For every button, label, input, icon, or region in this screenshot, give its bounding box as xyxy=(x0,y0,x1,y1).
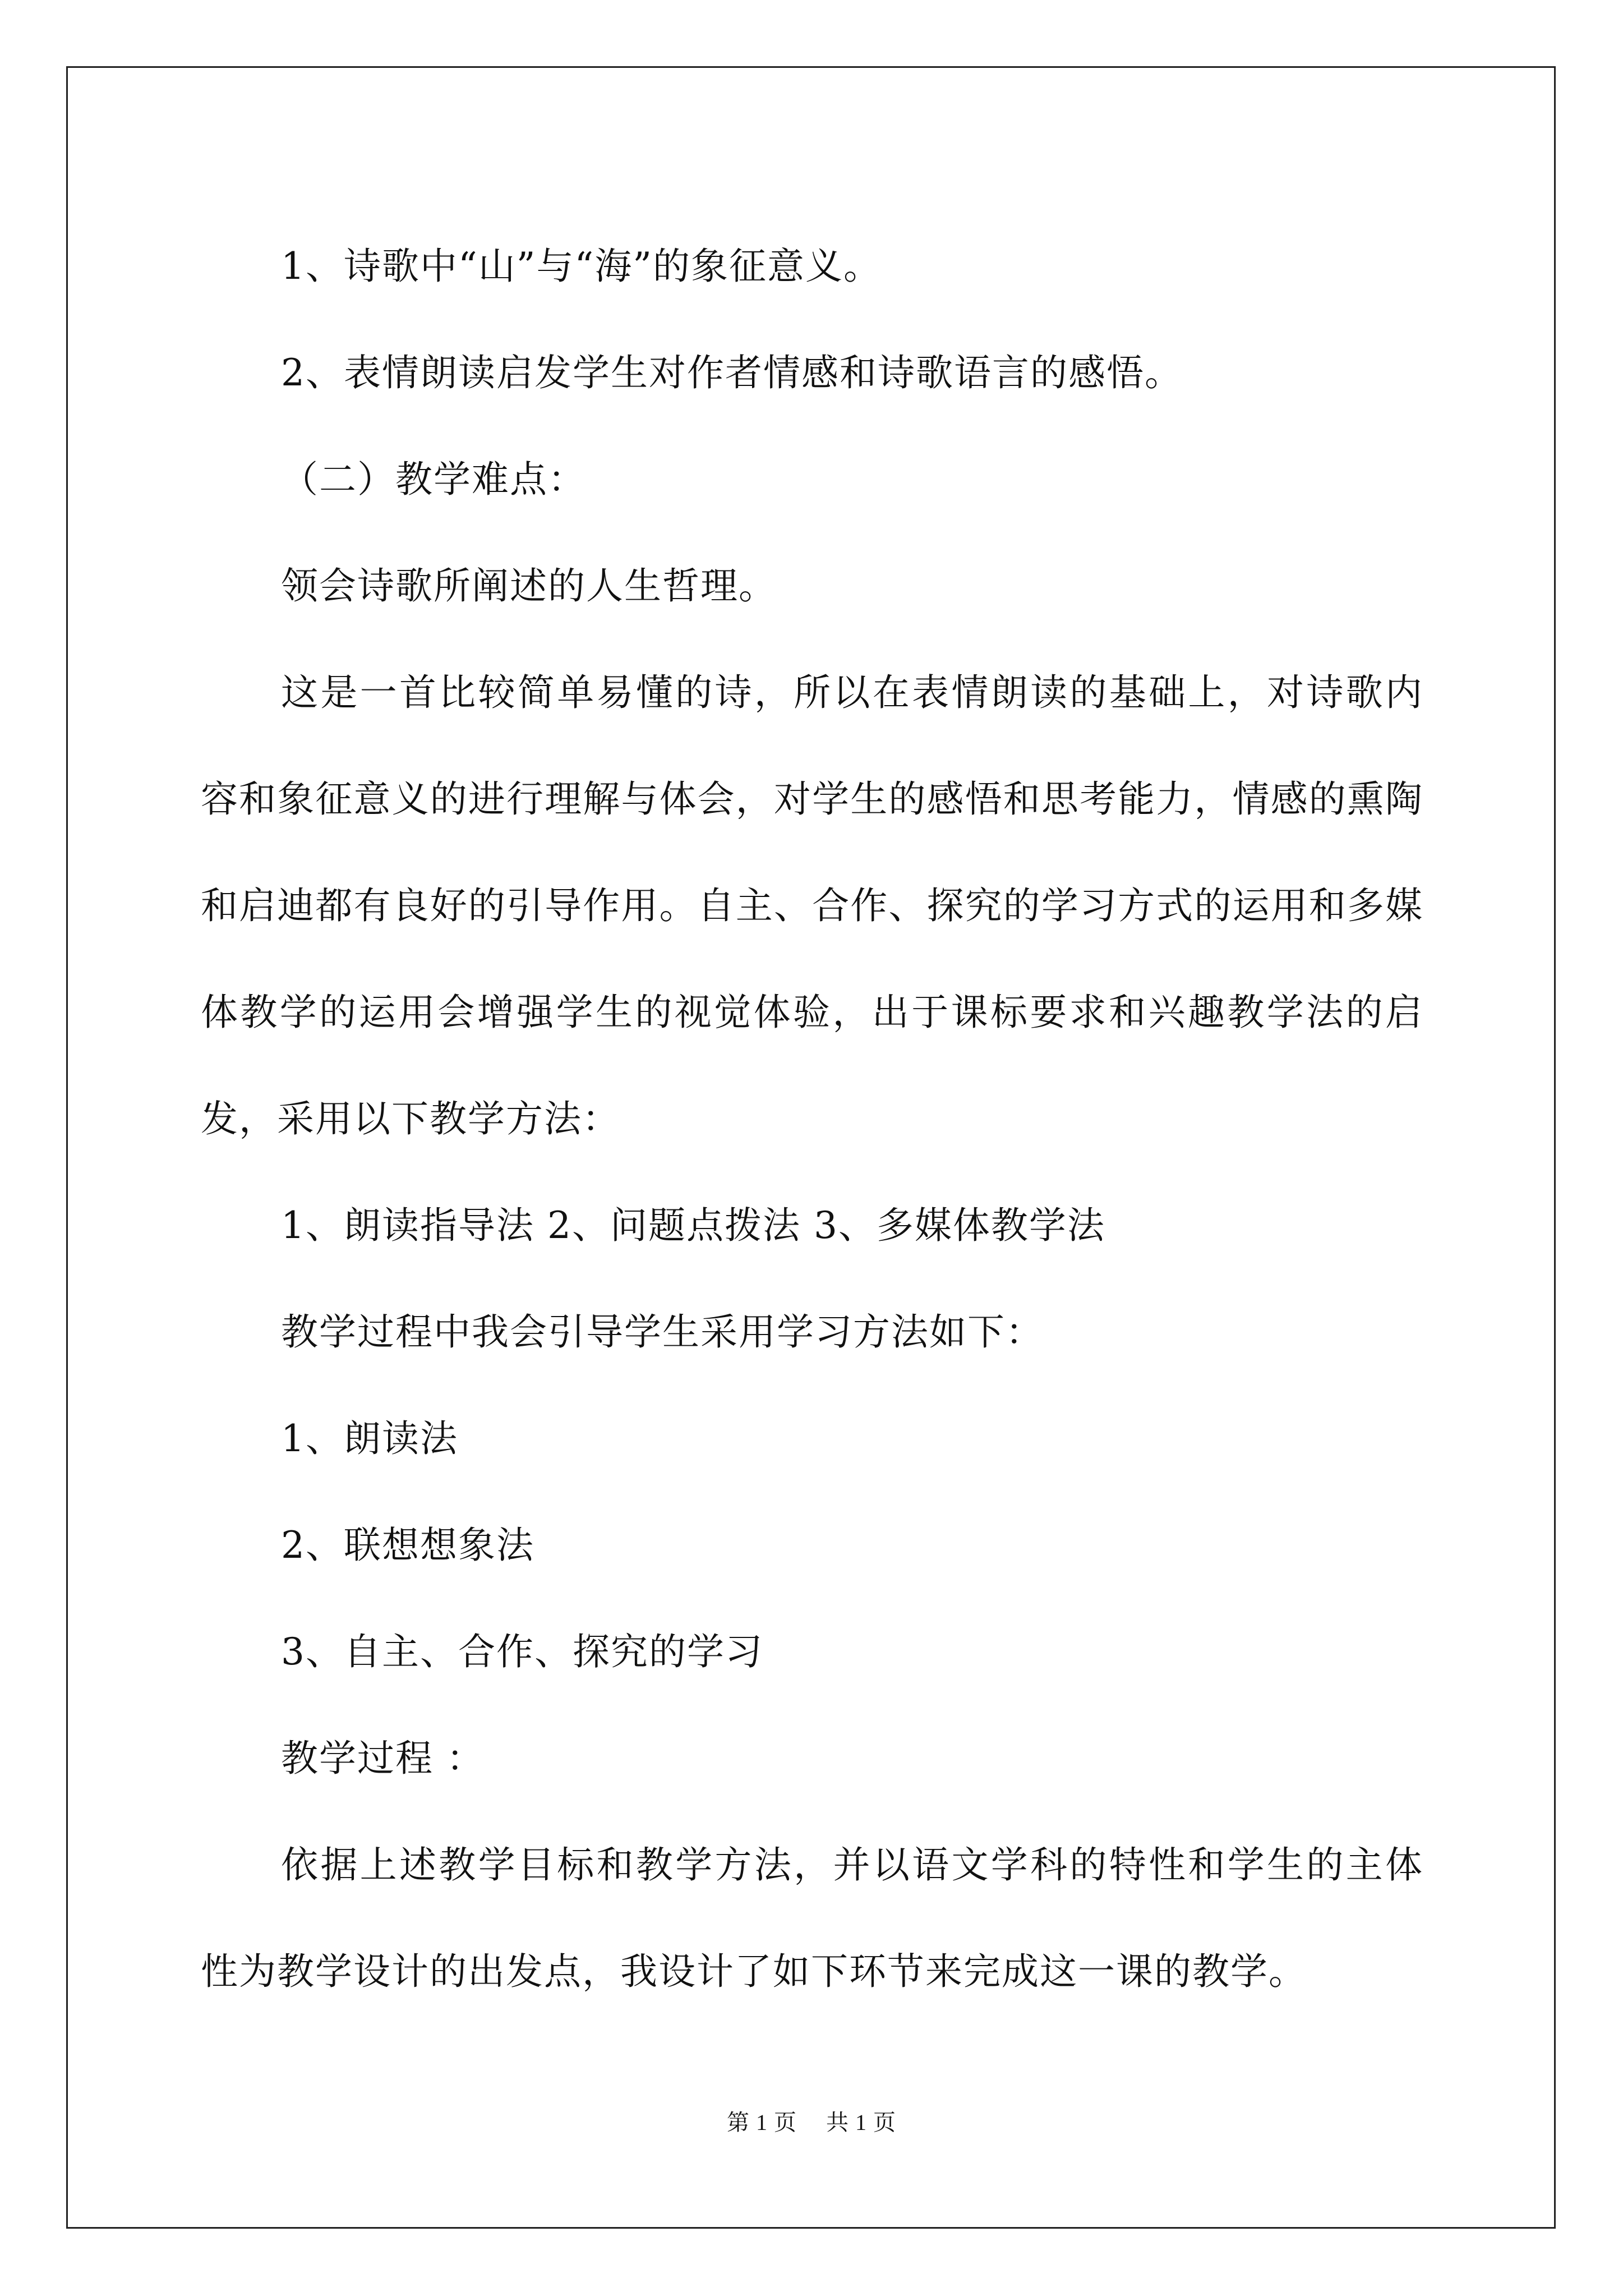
list-item-reading: 1、朗读法 xyxy=(281,1417,458,1460)
page-footer: 第 1 页 共 1 页 xyxy=(727,2110,896,2135)
document-body xyxy=(201,213,1423,2025)
heading-teaching-difficulty: （二）教学难点： xyxy=(281,458,586,501)
paragraph-process-design: 依据上述教学目标和教学方法，并以语文学科的特性和学生的主体性为教学设计的出发点，我设计了如下环节来完成这一课的教学。 xyxy=(201,1843,1423,1993)
paragraph-key-point-2: 2、表情朗读启发学生对作者情感和诗歌语言的感悟。 xyxy=(281,351,1183,394)
paragraph-key-point-1: 1、诗歌中“山”与“海”的象征意义。 xyxy=(281,245,882,288)
list-item-cooperative: 3、自主、合作、探究的学习 xyxy=(281,1630,763,1673)
paragraph-teaching-methods: 1、朗读指导法 2、问题点拨法 3、多媒体教学法 xyxy=(281,1204,1105,1247)
paragraph-learning-methods-intro: 教学过程中我会引导学生采用学习方法如下： xyxy=(281,1310,1044,1354)
paragraph-method-rationale: 这是一首比较简单易懂的诗，所以在表情朗读的基础上，对诗歌内容和象征意义的进行理解与体会，对学生的感悟和思考能力，情感的熏陶和启迪都有良好的引导作用。自主、合作、探究的学习方式的运用和多媒体教学的运用会增强学生的视觉体验，出于课标要求和兴趣教学法的启发，采用以下教学方法： xyxy=(201,671,1423,1140)
heading-teaching-process: 教学过程 ： xyxy=(281,1737,485,1780)
paragraph-difficulty: 领会诗歌所阐述的人生哲理。 xyxy=(281,564,777,608)
list-item-imagination: 2、联想想象法 xyxy=(281,1524,534,1567)
